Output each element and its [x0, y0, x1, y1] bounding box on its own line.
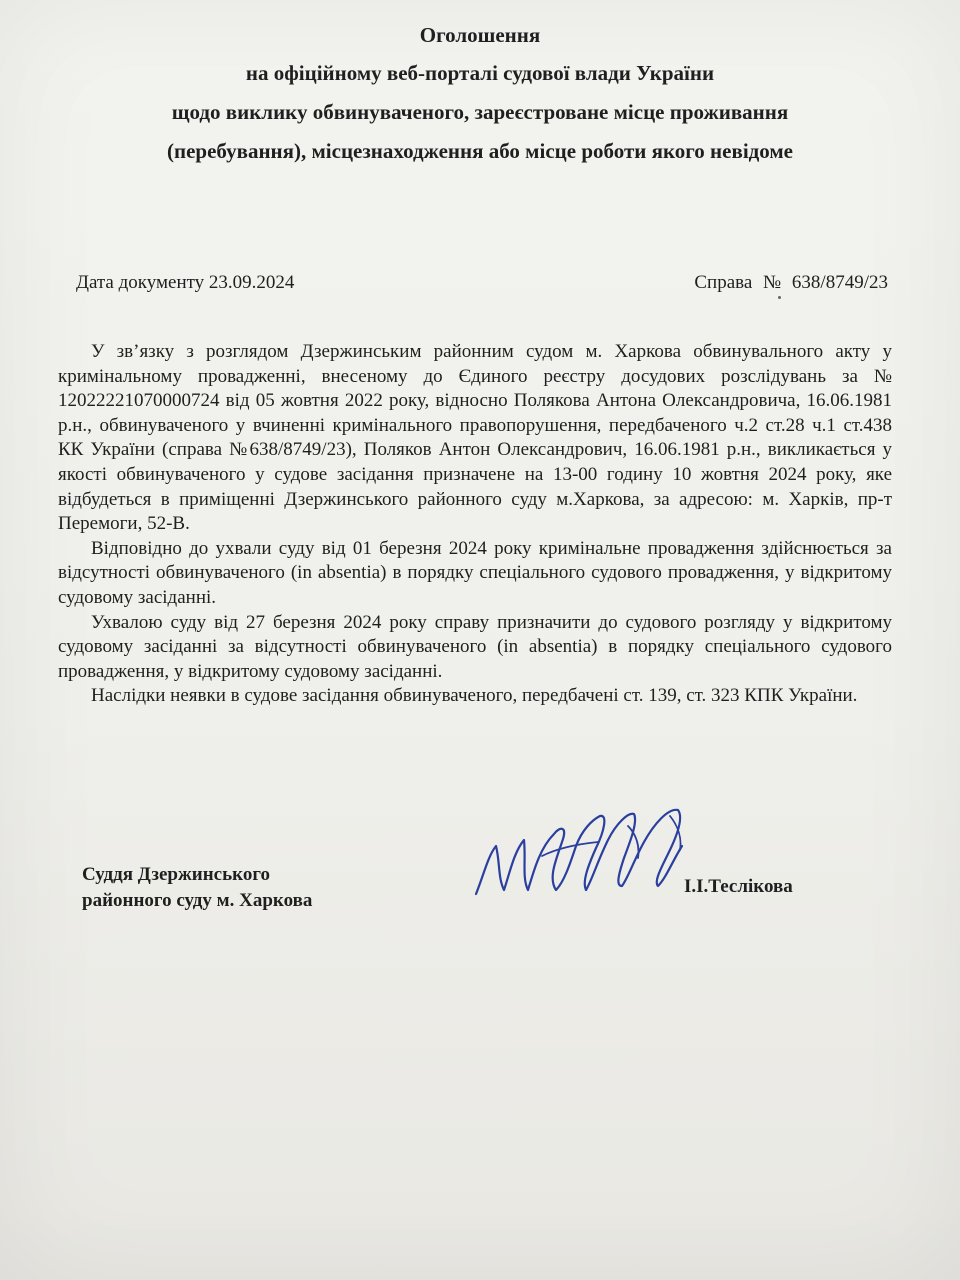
judge-name: І.І.Теслікова [684, 876, 793, 897]
judge-position-line2: районного суду м. Харкова [82, 890, 313, 911]
title-line-unknown-location: (перебування), місцезнаходження або місце роботи якого невідоме [166, 139, 793, 163]
paragraph-in-absentia-ruling: Відповідно до ухвали суду від 01 березня 2024 року кримінальне провадження здійснюється за відсутності обвинуваченого (in absentia) в порядку спеціального судового провадження, у відкритому судовому засіданні. [58, 537, 892, 608]
paper-speck [778, 296, 781, 299]
handwritten-signature [458, 786, 718, 906]
title-line-portal: на офіційному веб-порталі судової влади України [245, 61, 715, 85]
document-title: Оголошення [419, 23, 541, 47]
paragraph-consequences: Наслідки неявки в судове засідання обвинуваченого, передбачені ст. 139, ст. 323 КПК України. [91, 685, 858, 707]
case-number: Справа № 638/8749/23 [694, 272, 888, 293]
judge-position [82, 862, 402, 914]
document-date: Дата документу 23.09.2024 [76, 272, 295, 293]
title-line-summons: щодо виклику обвинуваченого, зареєстроване місце проживання [171, 100, 789, 124]
judge-position-line1: Суддя Дзержинського [82, 864, 270, 885]
document-body [58, 340, 892, 709]
paragraph-summons: У зв’язку з розглядом Дзержинським районним судом м. Харкова обвинувального акту у кримінальному провадженні, внесеному до Єдиного реєстру досудових розслідувань за № 12022221070000724 від 05 жовтня 2022 року, відносно Полякова Антона Олександровича, 16.06.1981 р.н., обвинуваченого у вчиненні кримінального правопорушення, передбаченого ч.2 ст.28 ч.1 ст.438 КК України (справа №638/8749/23), Поляков Антон Олександрович, 16.06.1981 р.н., викликається у якості обвинуваченого у судове засідання призначене на 13-00 годину 10 жовтня 2024 року, яке відбудеться в приміщенні Дзержинського районного суду м.Харкова, за адресою: м. Харків, пр-т Перемоги, 52-В. [58, 341, 892, 535]
paragraph-trial-ruling: Ухвалою суду від 27 березня 2024 року справу призначити до судового розгляду у відкритому судовому засіданні за відсутності обвинуваченого (in absentia) в порядку спеціального судового провадження, у відкритому судовому засіданні. [58, 611, 892, 682]
